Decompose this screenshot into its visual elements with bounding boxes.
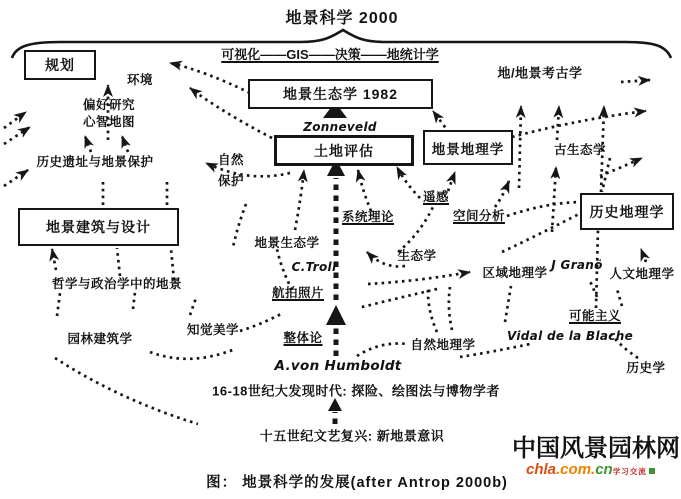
label-preference-research: 偏好研究 — [82, 98, 136, 112]
label-holism: 整体论 — [283, 331, 323, 345]
watermark-url-com: .com. — [556, 461, 596, 478]
label-nature: 自然 — [217, 153, 245, 167]
label-spatial-analysis: 空间分析 — [452, 209, 506, 223]
label-ecology: 生态学 — [397, 249, 437, 263]
label-remote-sensing: 遥感 — [422, 190, 450, 204]
box-historical-geography: 历史地理学 — [580, 193, 674, 230]
label-zonneveld: Zonneveld — [303, 120, 377, 134]
label-c-troll: C.Troll — [291, 260, 337, 274]
label-philosophy-politics: 哲学与政治学中的地景 — [51, 277, 183, 291]
box-planning: 规划 — [24, 50, 96, 80]
label-discovery-era: 16-18世纪大发现时代: 探险、绘图法与博物学者 — [212, 383, 500, 399]
label-human-geography: 人文地理学 — [609, 267, 675, 281]
label-possibilism: 可能主义 — [568, 309, 622, 323]
label-environment: 环境 — [126, 73, 154, 87]
label-renaissance: 十五世纪文艺复兴: 新地景意识 — [259, 428, 445, 444]
watermark-url-cn: cn — [595, 461, 613, 478]
label-physical-geography: 自然地理学 — [410, 338, 476, 352]
label-paleoecology: 古生态学 — [553, 143, 607, 157]
label-garden-architecture: 园林建筑学 — [67, 332, 133, 346]
box-landscape-ecology-1982: 地景生态学 1982 — [248, 79, 433, 109]
label-von-humboldt: A.von Humboldt — [274, 358, 402, 374]
label-grano: J Granö — [551, 258, 603, 272]
box-landscape-architecture: 地景建筑与设计 — [18, 208, 179, 246]
label-systems-theory: 系统理论 — [341, 210, 395, 224]
label-preference-mental-maps — [83, 97, 135, 131]
box-land-evaluation: 土地评估 — [274, 135, 414, 166]
watermark-green-square-icon — [649, 468, 655, 474]
page-title: 地景科学 2000 — [285, 10, 399, 27]
label-history: 历史学 — [626, 361, 666, 375]
watermark-site-name: 中国风景园林网 — [512, 433, 680, 462]
figure-caption: 图： 地景科学的发展(after Antrop 2000b) — [206, 475, 508, 491]
label-heritage-protection: 历史遗址与地景保护 — [36, 155, 154, 169]
watermark-url — [526, 462, 680, 477]
label-nature-protection — [218, 150, 244, 192]
label-geo-archaeology: 地/地景考古学 — [497, 65, 583, 81]
watermark — [512, 433, 680, 478]
methods-strip: 可视化——GIS——决策——地统计学 — [221, 47, 439, 62]
watermark-url-chla: chla — [526, 461, 557, 478]
label-vidal-de-la-blache: Vidal de la Blache — [506, 329, 634, 343]
label-aerial-photos: 航拍照片 — [271, 286, 325, 300]
label-mental-maps: 心智地图 — [82, 115, 136, 129]
label-protection: 保护 — [217, 174, 245, 188]
label-regional-geography: 区域地理学 — [482, 266, 548, 280]
box-landscape-geography: 地景地理学 — [423, 130, 513, 165]
label-landscape-ecology: 地景生态学 — [254, 236, 320, 250]
watermark-tagline: 学习交流 — [612, 467, 647, 476]
label-perceptual-aesthetics: 知觉美学 — [186, 323, 240, 337]
